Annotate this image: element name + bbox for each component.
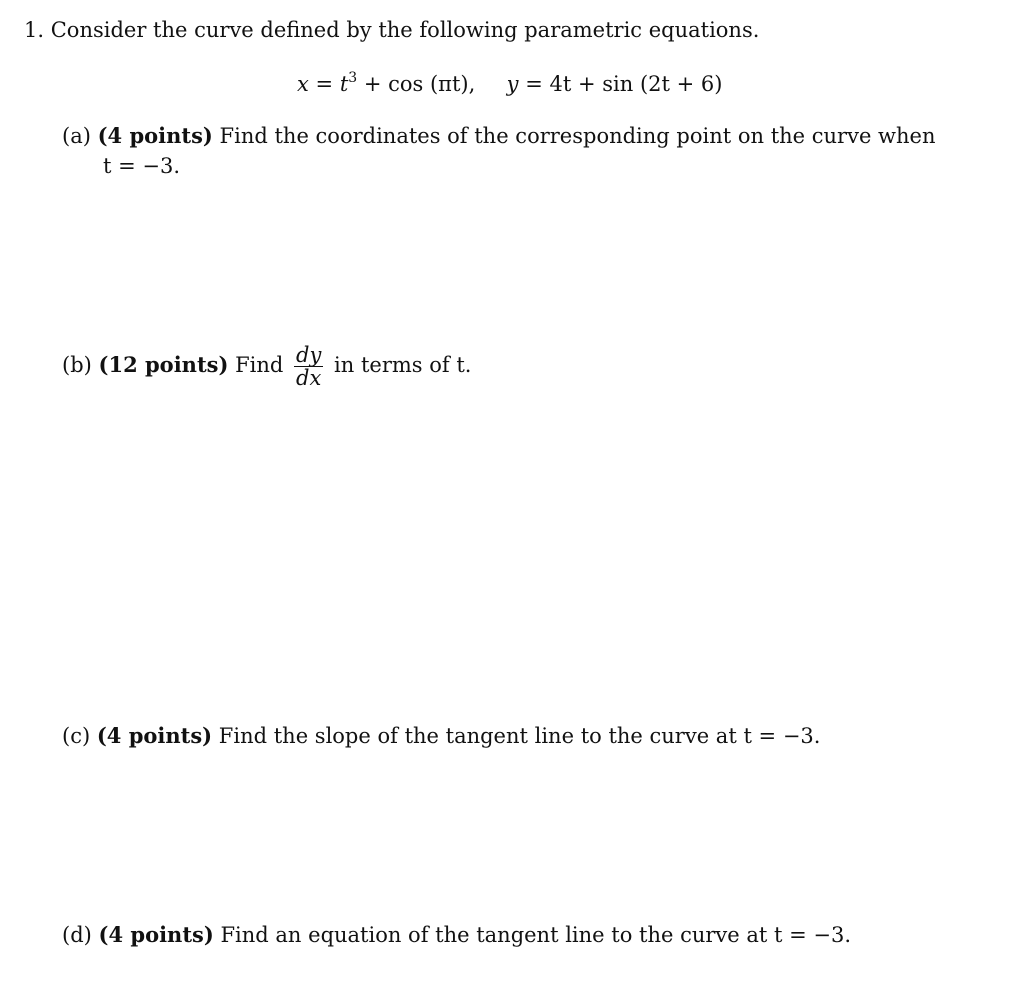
part-a-text-line2: t = −3. [103, 154, 181, 178]
problem-number: 1. [24, 18, 45, 42]
part-a-points: (4 points) [97, 123, 213, 148]
parametric-equations: $x = t^3 + \cos (\pi t)$, y = 4t + sin (2t + 6) [297, 70, 723, 96]
x-variable: x [297, 72, 309, 96]
x-rest: + cos (πt), [357, 72, 476, 96]
y-expression: 4t + sin (2t + 6) [549, 72, 723, 96]
part-d [62, 921, 851, 949]
part-d-text: Find an equation of the tangent line to the curve at t = −3. [220, 923, 852, 947]
part-b-points: (12 points) [98, 352, 229, 377]
fraction-numerator: dy [296, 343, 322, 367]
part-c-points: (4 points) [96, 723, 213, 748]
part-c [62, 722, 820, 750]
part-a-text-line1: Find the coordinates of the corresponding point on the curve when [219, 124, 936, 148]
part-a-line2 [103, 152, 180, 180]
x-param: t [339, 72, 349, 96]
part-d-label: (d) [62, 923, 92, 947]
part-b-text-post: in terms of t. [334, 353, 472, 377]
part-b [62, 344, 471, 389]
part-c-text: Find the slope of the tangent line to the curve at t = −3. [218, 724, 821, 748]
problem-intro: Consider the curve defined by the following parametric equations. [50, 18, 760, 42]
dy-dx-fraction [294, 344, 323, 389]
fraction-denominator: dx [296, 366, 322, 390]
part-a-label: (a) [62, 124, 91, 148]
part-c-label: (c) [62, 724, 91, 748]
y-variable: y [506, 72, 519, 96]
problem-header [24, 16, 759, 44]
part-d-points: (4 points) [98, 922, 214, 947]
x-exponent: 3 [348, 70, 358, 86]
part-b-label: (b) [62, 353, 92, 377]
part-b-text-pre: Find [235, 353, 284, 377]
part-a [62, 122, 936, 150]
